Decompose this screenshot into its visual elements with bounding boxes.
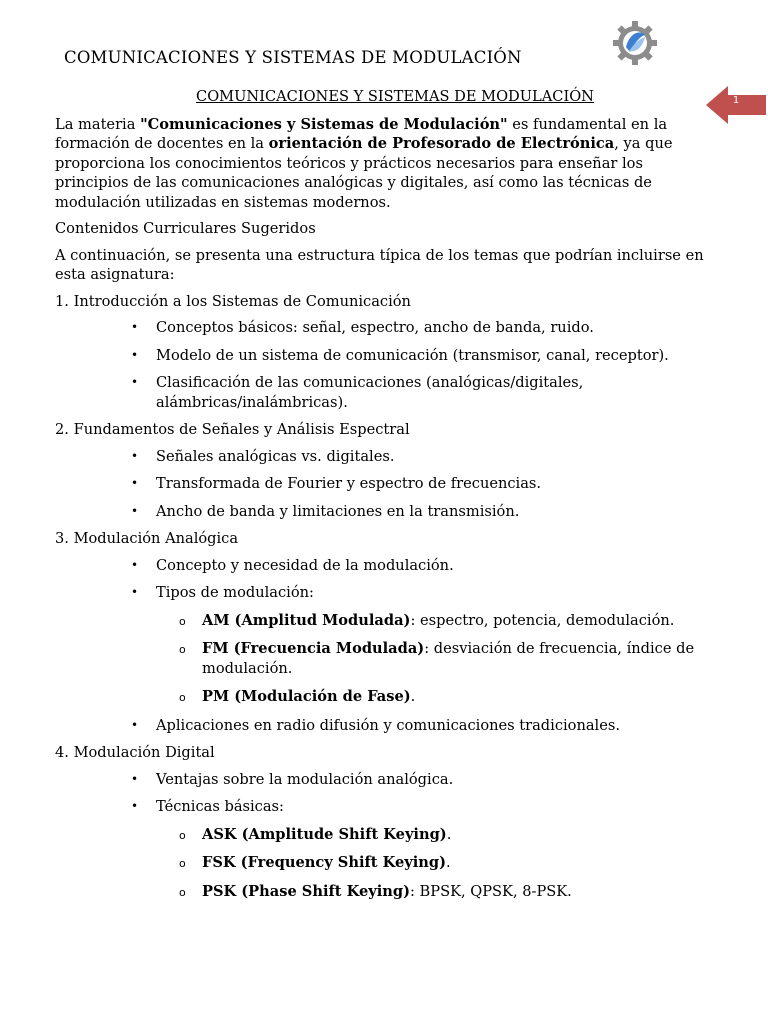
modulation-types-list	[156, 611, 715, 707]
list-item: • Modelo de un sistema de comunicación (transmisor, canal, receptor).	[55, 346, 715, 366]
sub-list-item: o FSK (Frequency Shift Keying).	[55, 853, 715, 873]
list-item: • Conceptos básicos: señal, espectro, ancho de banda, ruido.	[55, 318, 715, 338]
section-1-list	[55, 318, 715, 412]
contents-heading: Contenidos Curriculares Sugeridos	[55, 220, 316, 237]
sub-list-item: o PSK (Phase Shift Keying): BPSK, QPSK, 8-PSK.	[55, 882, 715, 902]
page-number: 1	[732, 95, 740, 106]
section-1-heading: 1. Introducción a los Sistemas de Comunicación	[55, 292, 411, 310]
list-item: • Transformada de Fourier y espectro de frecuencias.	[55, 474, 715, 494]
list-item: • Técnicas básicas: o ASK (Amplitude Shift Keying). o FSK (Frequency Shift Keying). o PSK (Phase Shift Keying): BPSK, QPSK, 8-PSK.	[55, 797, 715, 901]
gear-logo-icon	[612, 20, 658, 66]
list-item: • Tipos de modulación: o AM (Amplitud Modulada): espectro, potencia, demodulación. o FM (Frecuencia Modulada): desviación de frecuencia, índice de modulación. o PM (Modulación de Fase).	[55, 583, 715, 707]
list-item: • Aplicaciones en radio difusión y comunicaciones tradicionales.	[55, 716, 715, 736]
section-3-list	[55, 556, 715, 736]
section-4-heading: 4. Modulación Digital	[55, 744, 215, 761]
digital-techniques-list	[156, 825, 715, 902]
section-3-heading: 3. Modulación Analógica	[55, 530, 239, 547]
section-2-list	[55, 447, 715, 522]
contents-intro: A continuación, se presenta una estructura típica de los temas que podrían incluirse en esta asignatura:	[55, 246, 704, 283]
section-2-heading: 2. Fundamentos de Señales y Análisis Espectral	[55, 421, 410, 438]
list-item: • Ventajas sobre la modulación analógica.	[55, 770, 715, 790]
list-item: • Señales analógicas vs. digitales.	[55, 447, 715, 467]
document-body	[55, 87, 715, 910]
intro-paragraph: La materia "Comunicaciones y Sistemas de Modulación" es fundamental en la formación de docentes en la orientación de Profesorado de Electrónica, ya que proporciona los conocimientos teóricos y prácticos necesarios para enseñar los principios de las comunicaciones analógicas y digitales, así como las técnicas de modulación utilizadas en sistemas modernos.	[55, 115, 673, 211]
section-4-list	[55, 770, 715, 902]
list-item: • Clasificación de las comunicaciones (analógicas/digitales, alámbricas/inalámbricas).	[55, 373, 715, 412]
sub-list-item: o PM (Modulación de Fase).	[55, 687, 715, 707]
document-title: COMUNICACIONES Y SISTEMAS DE MODULACIÓN	[196, 88, 594, 105]
sub-list-item: o FM (Frecuencia Modulada): desviación de frecuencia, índice de modulación.	[55, 639, 715, 678]
page-header-title: COMUNICACIONES Y SISTEMAS DE MODULACIÓN	[64, 48, 522, 67]
list-item: • Ancho de banda y limitaciones en la transmisión.	[55, 502, 715, 522]
list-item: • Concepto y necesidad de la modulación.	[55, 556, 715, 576]
sub-list-item: o AM (Amplitud Modulada): espectro, potencia, demodulación.	[55, 611, 715, 631]
sub-list-item: o ASK (Amplitude Shift Keying).	[55, 825, 715, 845]
